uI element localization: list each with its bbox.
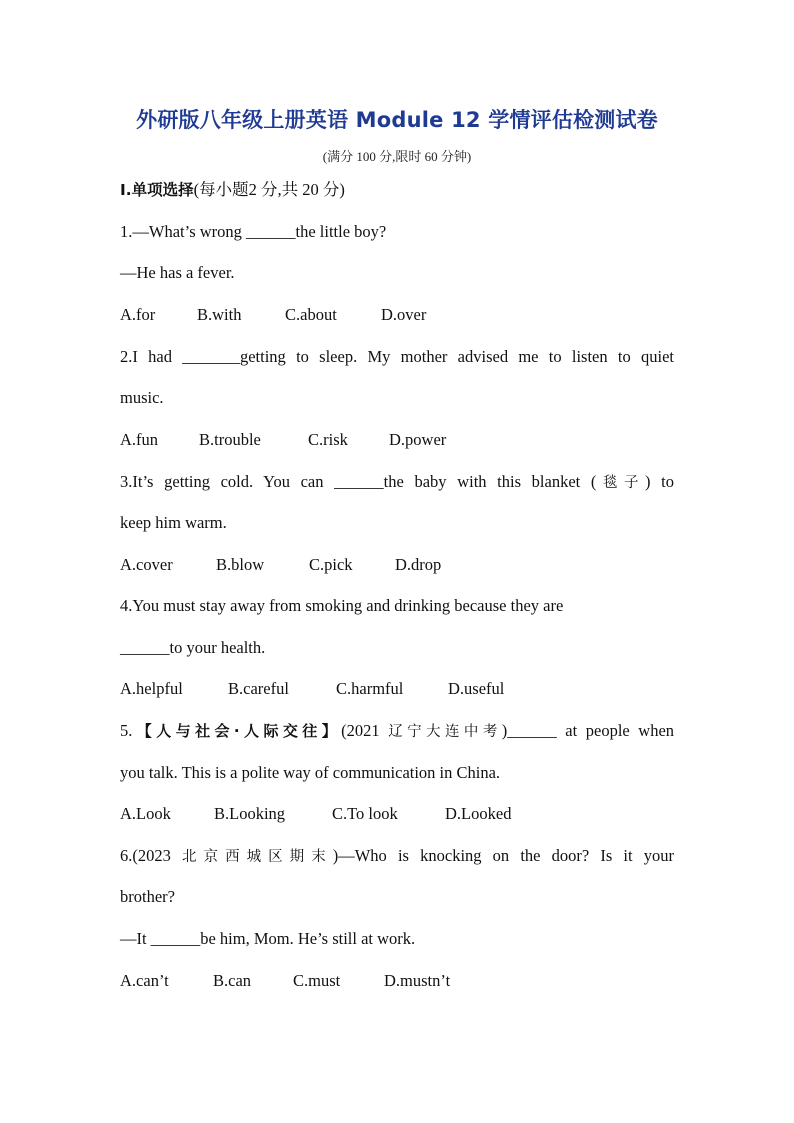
question-3-stem-cont: keep him warm. <box>120 513 227 532</box>
exam-title: 外研版八年级上册英语 Module 12 学情评估检测试卷 <box>136 108 658 132</box>
question-6-answer-line: —It ______be him, Mom. He’s still at work. <box>120 929 416 948</box>
option-c[interactable]: C.about <box>285 305 337 324</box>
option-b[interactable]: B.trouble <box>199 430 261 449</box>
question-6-stem: 6.(2023 北京西城区期末)—Who is knocking on the door? Is it your <box>120 846 674 865</box>
option-c[interactable]: C.harmful <box>336 679 404 698</box>
option-d[interactable]: D.power <box>389 430 447 449</box>
question-1-options <box>120 305 426 325</box>
option-c[interactable]: C.risk <box>308 430 348 449</box>
question-5-options <box>120 804 511 824</box>
question-3-options <box>120 555 441 575</box>
option-b[interactable]: B.blow <box>216 555 265 574</box>
question-1-stem: 1.—What’s wrong ______the little boy? <box>120 222 387 241</box>
option-d[interactable]: D.over <box>381 305 427 324</box>
option-a[interactable]: A.for <box>120 305 156 324</box>
section-label: Ⅰ.单项选择 <box>120 181 194 199</box>
question-6-options <box>120 971 450 991</box>
option-a[interactable]: A.can’t <box>120 971 169 990</box>
question-2-stem: 2.I had _______getting to sleep. My mother advised me to listen to quiet <box>120 347 674 366</box>
option-a[interactable]: A.helpful <box>120 679 183 698</box>
question-6-stem-cont: brother? <box>120 887 175 906</box>
question-3-stem: 3.It’s getting cold. You can ______the baby with this blanket (毯子) to <box>120 472 674 491</box>
question-1-answer-line: —He has a fever. <box>120 263 235 282</box>
option-b[interactable]: B.Looking <box>214 804 286 823</box>
option-a[interactable]: A.fun <box>120 430 159 449</box>
question-2-stem-cont: music. <box>120 388 164 407</box>
option-d[interactable]: D.Looked <box>445 804 512 823</box>
option-b[interactable]: B.with <box>197 305 242 324</box>
option-b[interactable]: B.careful <box>228 679 289 698</box>
option-d[interactable]: D.useful <box>448 679 505 698</box>
question-5-stem: 5.【人与社会·人际交往】(2021 辽宁大连中考)______ at people when <box>120 721 675 740</box>
option-a[interactable]: A.cover <box>120 555 173 574</box>
question-4-stem: 4.You must stay away from smoking and drinking because they are <box>120 596 564 615</box>
option-c[interactable]: C.To look <box>332 804 398 823</box>
section-note: (每小题2 分,共 20 分) <box>193 180 345 199</box>
question-5-stem-cont: you talk. This is a polite way of communication in China. <box>120 763 501 782</box>
option-d[interactable]: D.drop <box>395 555 442 574</box>
option-a[interactable]: A.Look <box>120 804 171 823</box>
option-d[interactable]: D.mustn’t <box>384 971 451 990</box>
question-4-options <box>120 679 504 699</box>
question-4-stem-cont: ______to your health. <box>120 638 266 657</box>
section-heading <box>120 180 345 200</box>
option-c[interactable]: C.must <box>293 971 341 990</box>
exam-subtitle: (满分 100 分,限时 60 分钟) <box>322 149 472 164</box>
option-b[interactable]: B.can <box>213 971 252 990</box>
question-2-options <box>120 430 446 450</box>
option-c[interactable]: C.pick <box>309 555 353 574</box>
topic-tag: 【人与社会·人际交往】 <box>132 722 342 740</box>
